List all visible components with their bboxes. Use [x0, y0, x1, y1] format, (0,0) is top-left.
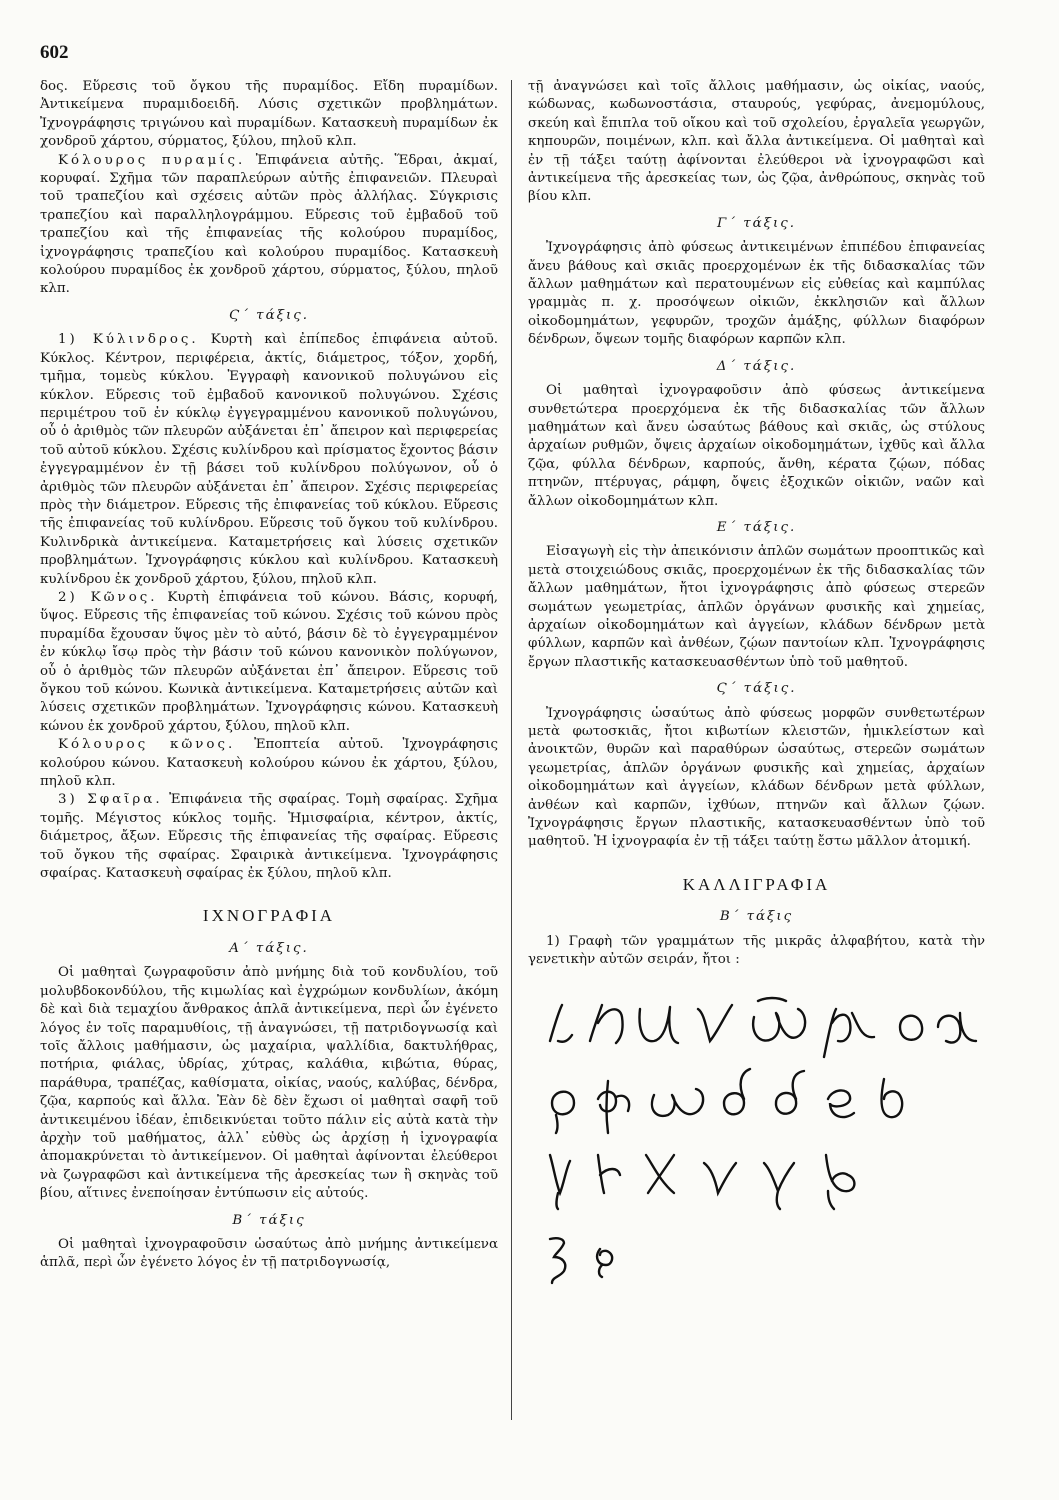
handwritten-letters-row-2 — [528, 1059, 985, 1135]
left-column — [40, 78, 498, 1273]
column-divider — [511, 80, 512, 1420]
text-cone: Κυρτὴ ἐπιφάνεια τοῦ κώνου. Βάσις, κορυφή, ὕψος. Εὕρεσις τῆς ἐπιφανείας τοῦ κώνου. Σχέσις τοῦ κώνου πρὸς πυραμίδα ἔχουσαν ὕψος μὲν τὸ αὐτό, βάσιν δὲ τὸ ἐγγεγραμμένον ἐν κύκλῳ ἴσῳ πρὸς τὴν βάσιν τοῦ κώνου κανονικὸν πολύγωνον, οὗ ὁ ἀριθμὸς τῶν πλευρῶν αὐξάνεται ἐπ᾽ ἄπειρον. Εὕρεσις τοῦ ὄγκου τοῦ κώνου. Κωνικὰ ἀντικείμενα. Καταμετρήσεις αὐτῶν καὶ λύσεις σχετικῶν προβλημάτων. Ἰχνογράφησις κώνου. Κατασκευὴ κώνου ἐκ χονδροῦ χάρτου, ξύλου, πηλοῦ κλπ. — [40, 589, 498, 734]
section-title-calligraphy: ΚΑΛΛΙΓΡΑΦΙΑ — [682, 874, 831, 894]
text-sphere: Ἐπιφάνεια τῆς σφαίρας. Τομὴ σφαίρας. Σχῆμα τομῆς. Μέγιστος κύκλος τομῆς. Ἡμισφαίρια, κέντρον, ἀκτίς, διάμετρος, ἄξων. Εὕρεσις τῆς ἐπιφανείας τῆς σφαίρας. Εὕρεσις τοῦ ὄγκου τῆς σφαίρας. Σφαιρικὰ ἀντικείμενα. Ἰχνογράφησις σφαίρας. Κατασκευὴ σφαίρας ἐκ ξύλου, πηλοῦ κλπ. — [40, 792, 499, 882]
class-heading-6-drawing: Ϛ΄ τάξις. — [716, 681, 797, 697]
paragraph-frustum-cone — [40, 736, 498, 791]
paragraph-class-e: Εἰσαγωγὴ εἰς τὴν ἀπεικόνισιν ἁπλῶν σωμάτων προοπτικῶς καὶ μετὰ στοιχειώδους σκιᾶς, προερχομένων ἐκ τῆς διδασκαλίας τῶν ἄλλων μαθημάτων, ἤτοι ἰχνογράφησις ἀπὸ φύσεως στερεῶν σωμάτων γεωμετρίας, ἁπλῶν ὀργάνων φυσικῆς καὶ χημείας, ἀρχαίων οἰκοδομημάτων καὶ ἀγγείων, κλάδων δένδρων μετὰ φύλλων, καρπῶν καὶ ἀνθέων, ζῴων παντοίων κλπ. Ἰχνογράφησις ἔργων πλαστικῆς κατασκευασθέντων ὑπὸ τοῦ μαθητοῦ. — [528, 544, 985, 670]
paragraph-cylinder — [40, 331, 498, 589]
paragraph-class-b-start: Οἱ μαθηταὶ ἰχνογραφοῦσιν ὡσαύτως ἀπὸ μνήμης ἀντικείμενα ἁπλᾶ, περὶ ὧν ἐγένετο λόγος ἐν τῇ πατριδογνωσίᾳ, — [40, 1236, 498, 1271]
handwriting-row-3 — [528, 1135, 985, 1211]
paragraph-pyramid-end: δος. Εὕρεσις τοῦ ὄγκου τῆς πυραμίδος. Εἴδη πυραμίδων. Ἀντικείμενα πυραμιδοειδῆ. Λύσις σχετικῶν προβλημάτων. Ἰχνογράφησις τριγώνου καὶ πυραμίδων. Κατασκευὴ πυραμίδων ἐκ χονδροῦ χάρτου, σύρματος, ξύλου, πηλοῦ κλπ. — [40, 79, 498, 150]
handwritten-letters-row-4 — [528, 1211, 985, 1287]
paragraph-class-a: Οἱ μαθηταὶ ζωγραφοῦσιν ἀπὸ μνήμης διὰ τοῦ κονδυλίου, τοῦ μολυβδοκονδύλου, τῆς κιμωλίας καὶ ἐγχρώμων κονδυλίων, ἀκόμη δὲ καὶ διὰ τεμαχίου ἄνθρακος ἁπλᾶ ἀντικείμενα, περὶ ὧν ἐγένετο λόγος ἐν τοῖς παραμυθίοις, τῇ ἀναγνώσει, τῇ πατριδογνωσίᾳ καὶ τοῖς ἄλλοις μαθήμασιν, ὡς μαχαίρια, ψαλλίδια, δακτυλήθρας, ποτήρια, φιάλας, ὑδρίας, χύτρας, καλάθια, κιβώτια, θύρας, παράθυρα, τραπέζας, καθίσματα, οἰκίας, ναούς, καλύβας, δένδρα, ζῷα, καρπούς καὶ ἄλλα. Ἐὰν δὲ δὲν ἔχωσι οἱ μαθηταὶ σαφῆ τοῦ ἀντικειμένου ἰδέαν, ἐπιδεικνύεται τοῦτο πάλιν εἰς αὐτὰ κατὰ τὴν ἀρχὴν τοῦ μαθήματος, ἀλλ᾽ εὐθὺς ὡς ἀρχίσῃ ἡ ἰχνογραφία ἀπομακρύνεται τὸ ἀντικείμενον. Οἱ μαθηταὶ ἀφίνονται ἐλεύθεροι νὰ ζωγραφῶσι καὶ ἀντικείμενα τῆς ἀρεσκείας των ἢ σκηνὰς τοῦ βίου, αἵτινες ἐνεποίησαν ἐντύπωσιν εἰς αὐτούς. — [40, 965, 498, 1202]
text-frustum-pyramid: Ἐπιφάνεια αὐτῆς. Ἕδραι, ἀκμαί, κορυφαί. Σχῆμα τῶν παραπλεύρων αὐτῆς ἐπιφανειῶν. Πλευραὶ τοῦ τραπεζίου καὶ σχέσεις αὐτῶν πρὸς ἀλλήλας. Σύγκρισις τραπεζίου καὶ παραλληλογράμμου. Εὕρεσις τοῦ ἐμβαδοῦ τοῦ τραπεζίου καὶ τῆς ἐπιφανείας τῆς κολούρου πυραμίδος, ἰχνογράφησις τραπεζίου καὶ κολούρου πυραμίδος. Κατασκευὴ κολούρου πυραμίδος ἐκ χονδροῦ χάρτου, σύρματος, ξύλου, πηλοῦ κλπ. — [40, 152, 498, 297]
text-cylinder: Κυρτὴ καὶ ἐπίπεδος ἐπιφάνεια αὐτοῦ. Κύκλος. Κέντρον, περιφέρεια, ἀκτίς, διάμετρος, τόξον, χορδή, τμῆμα, τομεὺς κύκλου. Ἐγγραφὴ κανονικοῦ πολυγώνου εἰς κύκλον. Εὕρεσις τοῦ ἐμβαδοῦ κανονικοῦ πολυγώνου. Σχέσις περιμέτρου τοῦ ἐν κύκλῳ ἐγγεγραμμένου κανονικοῦ πολυγώνου, οὗ ὁ ἀριθμὸς τῶν πλευρῶν αὐξάνεται ἐπ᾽ ἄπειρον καὶ περιφερείας τοῦ αὐτοῦ κύκλου. Σχέσις κυλίνδρου καὶ πρίσματος ἔχοντος βάσιν ἐγγεγραμμένον ἐν τῇ βάσει τοῦ κυλίνδρου πολύγωνον, οὗ ὁ ἀριθμὸς τῶν πλευρῶν αὐξάνεται ἐπ᾽ ἄπειρον. Σχέσις περιφερείας πρὸς τὴν διάμετρον. Εὕρεσις τῆς ἐπιφανείας τοῦ κύκλου. Εὕρεσις τῆς ἐπιφανείας τοῦ κυλίνδρου. Εὕρεσις τοῦ ὄγκου τοῦ κυλίνδρου. Κυλινδρικὰ ἀντικείμενα. Καταμετρήσεις καὶ λύσεις σχετικῶν προβλημάτων. Ἰχνογράφησις κύκλου καὶ κυλίνδρου. Κατασκευὴ κυλίνδρου ἐκ χονδροῦ χάρτου, ξύλου, πηλοῦ κλπ. — [40, 332, 498, 587]
right-column — [528, 78, 985, 1287]
handwriting-row-2 — [528, 1059, 985, 1135]
text-frustum-cone: Ἐποπτεία αὐτοῦ. Ἰχνογράφησις κολούρου κώνου. Κατασκευὴ κολούρου κώνου ἐκ χάρτου, ξύλου, πηλοῦ κλπ. — [40, 737, 498, 790]
paragraph-sphere — [40, 791, 498, 883]
handwriting-sample — [528, 983, 985, 1287]
class-heading-e: Ε΄ τάξις. — [716, 519, 797, 535]
paragraph-calligraphy-1: 1) Γραφὴ τῶν γραμμάτων τῆς μικρᾶς ἀλφαβήτου, κατὰ τὴν γενετικὴν αὐτῶν σειράν, ἤτοι : — [528, 933, 985, 968]
term-cone: 2) Κῶνος. — [58, 589, 158, 605]
handwriting-row-1 — [528, 983, 985, 1059]
term-sphere: 3) Σφαῖρα. — [58, 792, 163, 808]
page-number: 602 — [40, 42, 69, 63]
paragraph-class-d: Οἱ μαθηταὶ ἰχνογραφοῦσιν ἀπὸ φύσεως ἀντικείμενα συνθετώτερα προερχόμενα ἐκ τῆς διδασκαλίας τῶν ἄλλων μαθημάτων καὶ ἄνευ ὡσαύτως βάθους καὶ σκιᾶς, ὡς στύλους ἀρχαίων ρυθμῶν, ὄψεις ἀρχαίων οἰκοδομημάτων, ἰχθῦς καὶ ἄλλα ζῷα, φύλλα δένδρων, καρπούς, ἄνθη, κέρατα ζῴων, πόδας πτηνῶν, πτέρυγας, ράμφη, ὄψεις ἐξοχικῶν οἰκιῶν, ναῶν καὶ ἄλλων οἰκοδομημάτων κλπ. — [528, 383, 985, 509]
handwritten-letters-row-3 — [528, 1135, 985, 1211]
class-heading-b-calligraphy: Β΄ τάξις — [719, 909, 794, 925]
paragraph-frustum-pyramid — [40, 152, 498, 299]
handwriting-row-4 — [528, 1211, 985, 1287]
paragraph-class-g: Ἰχνογράφησις ἀπὸ φύσεως ἀντικειμένων ἐπιπέδου ἐπιφανείας ἄνευ βάθους καὶ σκιᾶς προερχομένων ἐκ τῆς διδασκαλίας τῶν ἄλλων μαθημάτων καὶ περατουμένων εἰς εὐθείας καὶ καμπύλας γραμμὰς π. χ. προσόψεων οἰκιῶν, ἐκκλησιῶν καὶ ἄλλων οἰκοδομημάτων, γεφυρῶν, τροχῶν ἁμάξης, φύλλων διαφόρων δένδρων, ὄψεων τομῆς διαφόρων καρπῶν κλπ. — [528, 240, 985, 348]
section-title-drawing: ΙΧΝΟΓΡΑΦΙΑ — [202, 906, 336, 926]
term-frustum-pyramid: Κόλουρος πυραμίς. — [58, 152, 246, 168]
paragraph-cone — [40, 589, 498, 736]
class-heading-6: Ϛ΄ τάξις. — [228, 307, 310, 323]
class-heading-d: Δ΄ τάξις. — [716, 358, 797, 374]
class-heading-g: Γ΄ τάξις. — [716, 215, 797, 231]
term-cylinder: 1) Κύλινδρος. — [58, 332, 199, 348]
handwritten-letters-row-1 — [528, 983, 985, 1059]
paragraph-class-b-cont: τῇ ἀναγνώσει καὶ τοῖς ἄλλοις μαθήμασιν, ὡς οἰκίας, ναούς, κώδωνας, κωδωνοστάσια, σταυρούς, γεφύρας, ἀνεμομύλους, σκεύη καὶ ἔπιπλα τοῦ οἴκου καὶ τοῦ σχολείου, ἐργαλεῖα γεωργῶν, κηπουρῶν, ποιμένων, κλπ. καὶ ἄλλα ἀντικείμενα. Οἱ μαθηταὶ καὶ ἐν τῇ τάξει ταύτῃ ἀφίνονται ἐλεύθεροι νὰ ἰχνογραφῶσι καὶ ἀντικείμενα τῆς ἀρεσκείας των, ὡς ζῷα, ἀνθρώπους, σκηνὰς τοῦ βίου κλπ. — [528, 79, 985, 205]
class-heading-a: Α΄ τάξις. — [229, 940, 309, 956]
class-heading-b: Β΄ τάξις — [232, 1212, 306, 1228]
paragraph-class-6-drawing: Ἰχνογράφησις ὡσαύτως ἀπὸ φύσεως μορφῶν συνθετωτέρων μετὰ φωτοσκιᾶς, ἤτοι κιβωτίων κλειστῶν, ἡμικλείστων καὶ ἀνοικτῶν, θυρῶν καὶ παραθύρων ὡσαύτως, στερεῶν σωμάτων γεωμετρίας, ἁπλῶν ὀργάνων φυσικῆς καὶ χημείας, ἀρχαίων οἰκοδομημάτων καὶ ἀγγείων, κλάδων δένδρων μετὰ φύλλων, ἀνθέων καὶ καρπῶν, ἰχθύων, πτηνῶν καὶ ἄλλων ζῴων. Ἰχνογράφησις ἔργων πλαστικῆς, κατασκευασθέντων ὑπὸ τοῦ μαθητοῦ. Ἡ ἰχνογραφία ἐν τῇ τάξει ταύτῃ ἔστω μᾶλλον ἀτομική. — [528, 705, 985, 850]
term-frustum-cone: Κόλουρος κῶνος. — [58, 737, 236, 753]
